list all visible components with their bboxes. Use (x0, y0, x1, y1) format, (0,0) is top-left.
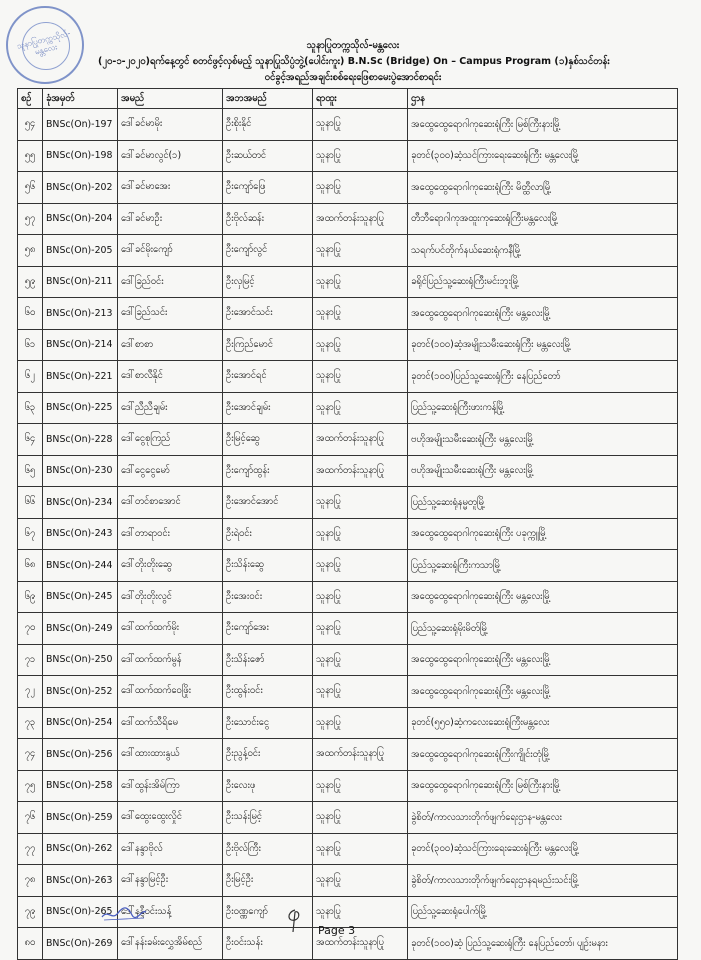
department-cell: တီဘီရောဂါကုအထူးကုဆေးရုံကြီးမန္တလေးမြို့ (408, 203, 678, 235)
seat-number-cell: BNSc(On)-202 (43, 172, 118, 204)
department-cell: ပြည်သူ့ဆေးရုံပေါက်မြို့ (408, 896, 678, 928)
table-row (18, 770, 678, 802)
results-table (17, 88, 678, 960)
father-name-cell: ဦးသန်းမြင့် (223, 802, 313, 834)
department-cell: ပြည်သူ့ဆေးရုံနမ္မတူမြို့ (408, 487, 678, 519)
name-cell: ဒေါ်ထွန်းအိမ်ကြာ (118, 770, 223, 802)
table-row (18, 518, 678, 550)
table-row (18, 739, 678, 771)
father-name-cell: ဦးကျော်ထွန်း (223, 455, 313, 487)
seat-number-cell: BNSc(On)-197 (43, 109, 118, 141)
position-cell: အထက်တန်းသူနာပြု (313, 928, 408, 960)
table-row (18, 329, 678, 361)
serial-cell: ၆၄ (18, 424, 43, 456)
father-name-cell: ဦးအောင်ချမ်း (223, 392, 313, 424)
seat-number-cell: BNSc(On)-234 (43, 487, 118, 519)
serial-cell: ၇၁ (18, 644, 43, 676)
father-name-cell: ဦးထွန်းဝင်း (223, 676, 313, 708)
seat-number-cell: BNSc(On)-221 (43, 361, 118, 393)
name-cell: ဒေါ်ထက်ထက်မိုး (118, 613, 223, 645)
table-row (18, 266, 678, 298)
department-cell: အထွေထွေရောဂါကုဆေးရုံကြီး မိတ္ထီလာမြို့ (408, 172, 678, 204)
name-cell: ဒေါ်ခင်မာအေး (118, 172, 223, 204)
seat-number-cell: BNSc(On)-250 (43, 644, 118, 676)
table-row (18, 676, 678, 708)
position-cell: သူနာပြု (313, 896, 408, 928)
seat-number-cell: BNSc(On)-243 (43, 518, 118, 550)
table-row (18, 865, 678, 897)
seat-number-cell: BNSc(On)-265 (43, 896, 118, 928)
position-cell: သူနာပြု (313, 865, 408, 897)
document-header (98, 38, 608, 86)
position-cell: သူနာပြု (313, 140, 408, 172)
name-cell: ဒေါ်ခင်မာမိုး (118, 109, 223, 141)
father-name-cell: ဦးဗိုလ်ဆန်း (223, 203, 313, 235)
seat-number-cell: BNSc(On)-258 (43, 770, 118, 802)
name-cell: ဒေါ်ငွေစုကြည် (118, 424, 223, 456)
serial-cell: ၅၈ (18, 235, 43, 267)
column-header: ဌာန (408, 89, 678, 109)
seat-number-cell: BNSc(On)-262 (43, 833, 118, 865)
name-cell: ဒေါ်ခင်မိုးကျော် (118, 235, 223, 267)
serial-cell: ၆၉ (18, 581, 43, 613)
name-cell: ဒေါ်တိုးတိုးဆွေ (118, 550, 223, 582)
serial-cell: ၆၂ (18, 361, 43, 393)
name-cell: ဒေါ်စာလီနိုင် (118, 361, 223, 393)
name-cell: ဒေါ်ခင်မာလွင်(၁) (118, 140, 223, 172)
name-cell: ဒေါ်စာစာ (118, 329, 223, 361)
name-cell: ဒေါ်ထားထားနွယ် (118, 739, 223, 771)
father-name-cell: ဦးကြည်မောင် (223, 329, 313, 361)
table-row (18, 203, 678, 235)
position-cell: သူနာပြု (313, 770, 408, 802)
seat-number-cell: BNSc(On)-213 (43, 298, 118, 330)
father-name-cell: ဦးအေးဝင်း (223, 581, 313, 613)
serial-cell: ၅၅ (18, 140, 43, 172)
department-cell: အထွေထွေရောဂါကုဆေးရုံကြီး ပခုက္ကူမြို့ (408, 518, 678, 550)
seat-number-cell: BNSc(On)-225 (43, 392, 118, 424)
department-cell: ခွဲစိတ်/ကာလသားတိုက်ဖျက်ရေးဌာန-မန္တလေး (408, 802, 678, 834)
father-name-cell: ဦးလှမြင့် (223, 266, 313, 298)
name-cell: ဒေါ်ထက်သီရိမေ (118, 707, 223, 739)
seat-number-cell: BNSc(On)-259 (43, 802, 118, 834)
father-name-cell: ဦးဆယ်တင် (223, 140, 313, 172)
serial-cell: ၇၉ (18, 896, 43, 928)
serial-cell: ၇၈ (18, 865, 43, 897)
signature-left (100, 903, 148, 923)
table-row (18, 644, 678, 676)
name-cell: ဒေါ်တိုးတိုးလွင် (118, 581, 223, 613)
seat-number-cell: BNSc(On)-228 (43, 424, 118, 456)
table-row (18, 613, 678, 645)
department-cell: အထွေထွေရောဂါကုဆေးရုံကြီး မန္တလေးမြို့ (408, 581, 678, 613)
seat-number-cell: BNSc(On)-211 (43, 266, 118, 298)
serial-cell: ၇၄ (18, 739, 43, 771)
seat-number-cell: BNSc(On)-245 (43, 581, 118, 613)
name-cell: ဒေါ်ညီညီချမ်း (118, 392, 223, 424)
table-row (18, 298, 678, 330)
seat-number-cell: BNSc(On)-204 (43, 203, 118, 235)
serial-cell: ၆၃ (18, 392, 43, 424)
serial-cell: ၇၂ (18, 676, 43, 708)
name-cell: ဒေါ်ငွေငွေမော် (118, 455, 223, 487)
name-cell: ဒေါ်ခြည်သင်း (118, 298, 223, 330)
father-name-cell: ဦးဝဏ္ဏကျော် (223, 896, 313, 928)
header-program: (၂၀-၁-၂၀၂၀)ရက်နေ့တွင် စတင်ဖွင့်လှစ်မည့် သူနာပြုသိပ္ပံဘွဲ့(ပေါင်းကူး) B.N.Sc (Bridge) On – Campus Program (၁)နှစ်သင်တန်း (98, 56, 610, 67)
father-name-cell: ဦးလေးဖု (223, 770, 313, 802)
serial-cell: ၇၅ (18, 770, 43, 802)
seat-number-cell: BNSc(On)-256 (43, 739, 118, 771)
name-cell: ဒေါ်တာရာဝင်း (118, 518, 223, 550)
table-row (18, 550, 678, 582)
serial-cell: ၆၇ (18, 518, 43, 550)
seat-number-cell: BNSc(On)-230 (43, 455, 118, 487)
name-cell: ဒေါ်ခင်မာဦး (118, 203, 223, 235)
position-cell: သူနာပြု (313, 487, 408, 519)
serial-cell: ၅၄ (18, 109, 43, 141)
position-cell: သူနာပြု (313, 613, 408, 645)
department-cell: ပြည်သူ့ဆေးရုံမိုးမိတ်မြို့ (408, 613, 678, 645)
name-cell: ဒေါ်ထက်ထက်ဝေဖြိုး (118, 676, 223, 708)
name-cell: ဒေါ်နန်းခမ်းလွှေအိမ်စည် (118, 928, 223, 960)
father-name-cell: ဦးဝင်းသန်း (223, 928, 313, 960)
position-cell: သူနာပြု (313, 329, 408, 361)
serial-cell: ၇၃ (18, 707, 43, 739)
seal-text: သူနာပြုတက္ကသိုလ်-မန္တလေး (15, 28, 72, 57)
page-number: Page 3 (318, 924, 356, 937)
name-cell: ဒေါ်နန္ဒာဗိုလ် (118, 833, 223, 865)
table-row (18, 707, 678, 739)
father-name-cell: ဦးသိန်းဆွေ (223, 550, 313, 582)
position-cell: သူနာပြု (313, 550, 408, 582)
father-name-cell: ဦးအောင်သင်း (223, 298, 313, 330)
serial-cell: ၆၁ (18, 329, 43, 361)
department-cell: ခုတင်(၁၀၀)ဆံ့အမျိုးသမီးဆေးရုံကြီး မန္တလေးမြို့ (408, 329, 678, 361)
department-cell: ခုတင်(၅၅၀)ဆံ့ကလေးဆေးရုံကြီးမန္တလေး (408, 707, 678, 739)
department-cell: အထွေထွေရောဂါကုဆေးရုံကြီး မန္တလေးမြို့ (408, 644, 678, 676)
position-cell: သူနာပြု (313, 518, 408, 550)
father-name-cell: ဦးမြင့်ဦး (223, 865, 313, 897)
serial-cell: ၈၀ (18, 928, 43, 960)
department-cell: ခုတင်(၃၀၀)ဆံ့သင်ကြားရေးဆေးရုံကြီး မန္တလေးမြို့ (408, 140, 678, 172)
serial-cell: ၅၇ (18, 203, 43, 235)
name-cell: ဒေါ်တင်စာအောင် (118, 487, 223, 519)
father-name-cell: ဦးမြင့်ဆွေ (223, 424, 313, 456)
father-name-cell: ဦးရဲဝင်း (223, 518, 313, 550)
signature-center (285, 906, 305, 934)
father-name-cell: ဦးကျော်လွင် (223, 235, 313, 267)
table-row (18, 235, 678, 267)
father-name-cell: ဦးအောင်ရင် (223, 361, 313, 393)
department-cell: သရက်ပင်တိုက်နယ်ဆေးရုံကနီမြို့ (408, 235, 678, 267)
table-row (18, 455, 678, 487)
position-cell: အထက်တန်းသူနာပြု (313, 203, 408, 235)
position-cell: သူနာပြု (313, 298, 408, 330)
header-institution: သူနာပြုတက္ကသိုလ်-မန္တလေး (306, 40, 400, 51)
column-header: ရာထူး (313, 89, 408, 109)
seat-number-cell: BNSc(On)-252 (43, 676, 118, 708)
father-name-cell: ဦးကျော်ဖြေ (223, 172, 313, 204)
header-list-title: ဝင်ခွင့်အရည်အချင်းစစ်ရေးဖြေစာမေးပွဲအောင်စာရင်း (264, 72, 442, 83)
department-cell: ပြည်သူ့ဆေးရုံကြီးကသာမြို့ (408, 550, 678, 582)
column-header: စဉ် (18, 89, 43, 109)
father-name-cell: ဦးစိုးနိုင် (223, 109, 313, 141)
position-cell: သူနာပြု (313, 802, 408, 834)
father-name-cell: ဦးသောင်းငွေ (223, 707, 313, 739)
position-cell: သူနာပြု (313, 172, 408, 204)
serial-cell: ၅၆ (18, 172, 43, 204)
serial-cell: ၆၅ (18, 455, 43, 487)
serial-cell: ၅၉ (18, 266, 43, 298)
position-cell: သူနာပြု (313, 392, 408, 424)
position-cell: သူနာပြု (313, 833, 408, 865)
position-cell: သူနာပြု (313, 109, 408, 141)
table-row (18, 802, 678, 834)
seat-number-cell: BNSc(On)-269 (43, 928, 118, 960)
department-cell: ဗဟိုအမျိုးသမီးဆေးရုံကြီး မန္တလေးမြို့ (408, 424, 678, 456)
serial-cell: ၇၀ (18, 613, 43, 645)
table-header-row (18, 89, 678, 109)
seat-number-cell: BNSc(On)-244 (43, 550, 118, 582)
table-row (18, 487, 678, 519)
official-seal-stamp (6, 6, 84, 84)
table-row (18, 109, 678, 141)
table-row (18, 424, 678, 456)
department-cell: ခရိုင်ပြည်သူ့ဆေးရုံကြီးမင်းဘူးမြို့ (408, 266, 678, 298)
father-name-cell: ဦးဗိုလ်ကြီး (223, 833, 313, 865)
table-row (18, 581, 678, 613)
position-cell: အထက်တန်းသူနာပြု (313, 424, 408, 456)
seat-number-cell: BNSc(On)-263 (43, 865, 118, 897)
father-name-cell: ဦးကျော်အေး (223, 613, 313, 645)
department-cell: ခုတင်(၁၀၀)ဆံ့ ပြည်သူ့ဆေးရုံကြီး နေပြည်တော်၊ ပျဉ်းမနား (408, 928, 678, 960)
seat-number-cell: BNSc(On)-249 (43, 613, 118, 645)
position-cell: သူနာပြု (313, 676, 408, 708)
name-cell: ဒေါ်ထက်ထက်မွန် (118, 644, 223, 676)
department-cell: ဗဟိုအမျိုးသမီးဆေးရုံကြီး မန္တလေးမြို့ (408, 455, 678, 487)
column-header: ခုံအမှတ် (43, 89, 118, 109)
department-cell: ပြည်သူ့ဆေးရုံကြီးဖားကန့်မြို့ (408, 392, 678, 424)
name-cell: ဒေါ်နန္ဒာမြင့်ဦး (118, 865, 223, 897)
name-cell: ဒေါ်နန္ဒီဝင်းသန့် (118, 896, 223, 928)
position-cell: အထက်တန်းသူနာပြု (313, 739, 408, 771)
seat-number-cell: BNSc(On)-205 (43, 235, 118, 267)
serial-cell: ၆၆ (18, 487, 43, 519)
seat-number-cell: BNSc(On)-214 (43, 329, 118, 361)
table-row (18, 140, 678, 172)
table-row (18, 392, 678, 424)
position-cell: သူနာပြု (313, 707, 408, 739)
column-header: အဘအမည် (223, 89, 313, 109)
father-name-cell: ဦးညွန့်ဝင်း (223, 739, 313, 771)
department-cell: အထွေထွေရောဂါကုဆေးရုံကြီး မန္တလေးမြို့ (408, 298, 678, 330)
position-cell: သူနာပြု (313, 581, 408, 613)
position-cell: သူနာပြု (313, 266, 408, 298)
department-cell: ခုတင်(၁၀၀)ပြည်သူ့ဆေးရုံကြီး နေပြည်တော် (408, 361, 678, 393)
department-cell: အထွေထွေရောဂါကုဆေးရုံကြီးကျိုင်းတုံမြို့ (408, 739, 678, 771)
father-name-cell: ဦးအောင်အောင် (223, 487, 313, 519)
department-cell: ခုတင်(၃၀၀)ဆံ့သင်ကြားရေးဆေးရုံကြီး မန္တလေးမြို့ (408, 833, 678, 865)
serial-cell: ၆၈ (18, 550, 43, 582)
department-cell: ခွဲစိတ်/ကာလသားတိုက်ဖျက်ရေးဌာနရမည်းသင်းမြို့ (408, 865, 678, 897)
position-cell: သူနာပြု (313, 235, 408, 267)
name-cell: ဒေါ်ထွေးထွေးလှိုင် (118, 802, 223, 834)
position-cell: အထက်တန်းသူနာပြု (313, 455, 408, 487)
seat-number-cell: BNSc(On)-254 (43, 707, 118, 739)
table-row (18, 833, 678, 865)
serial-cell: ၇၆ (18, 802, 43, 834)
father-name-cell: ဦးသိန်းဇော် (223, 644, 313, 676)
position-cell: သူနာပြု (313, 644, 408, 676)
name-cell: ဒေါ်ခြည်ဝင်း (118, 266, 223, 298)
serial-cell: ၇၇ (18, 833, 43, 865)
department-cell: အထွေထွေရောဂါကုဆေးရုံကြီး မန္တလေးမြို့ (408, 676, 678, 708)
table-row (18, 361, 678, 393)
serial-cell: ၆၀ (18, 298, 43, 330)
department-cell: အထွေထွေရောဂါကုဆေးရုံကြီး မြစ်ကြီးနားမြို့ (408, 109, 678, 141)
department-cell: အထွေထွေရောဂါကုဆေးရုံကြီး မြစ်ကြီးနားမြို့ (408, 770, 678, 802)
column-header: အမည် (118, 89, 223, 109)
position-cell: သူနာပြု (313, 361, 408, 393)
seat-number-cell: BNSc(On)-198 (43, 140, 118, 172)
table-row (18, 172, 678, 204)
